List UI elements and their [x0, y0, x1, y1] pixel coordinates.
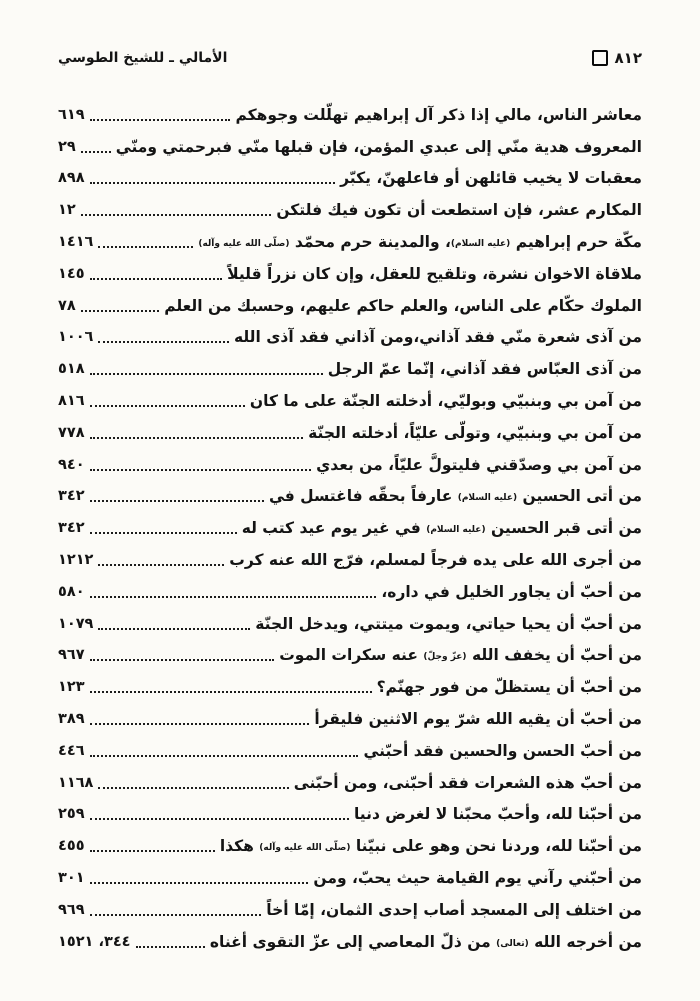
entry-text: معاشر الناس، مالي إذا ذكر آل إبراهيم تهلّلت وجوهكم — [235, 105, 642, 124]
entry-text: من أحبّ أن يحيا حياتي، ويموت ميتتي، ويدخل الجنّة — [255, 614, 642, 633]
entry-text: من أحبّ الحسن والحسين فقد أحبّني — [363, 741, 642, 760]
entry-text: من أحبّ أن يخفف الله (عزّ وجلّ) عنه سكرات الموت — [279, 646, 642, 665]
book-title: الأمالي ـ للشيخ الطوسي — [58, 50, 228, 66]
dot-leader — [90, 649, 275, 661]
entry-page-number: ٥٨٠ — [58, 583, 85, 600]
dot-leader — [90, 490, 264, 502]
index-entry — [58, 131, 642, 163]
entry-page-number: ٣٠١ — [58, 870, 85, 887]
dot-leader — [98, 777, 288, 789]
entry-text: من أحبّ أن يستظلّ من فور جهنّم؟ — [376, 678, 642, 697]
entry-page-number: ٨٩٨ — [58, 170, 85, 187]
entry-text: معقبات لا يخيب قائلهن أو فاعلهنّ، يكبّر — [340, 169, 642, 188]
dot-leader — [90, 872, 309, 884]
index-list — [58, 99, 642, 958]
entry-text: مكّة حرم إبراهيم (عليه السلام)، والمدينة حرم محمّد (صلّى الله عليه وآله) — [198, 233, 642, 252]
honorific-text: (تعالى) — [496, 938, 529, 949]
dot-leader — [98, 618, 250, 630]
entry-page-number: ٥١٨ — [58, 361, 85, 378]
entry-page-number: ٤٥٥ — [58, 838, 85, 855]
entry-page-number: ٩٦٩ — [58, 901, 85, 918]
index-entry — [58, 385, 642, 417]
entry-page-number: ٢٩ — [58, 138, 76, 155]
entry-page-number: ٣٤٢ — [58, 488, 85, 505]
honorific-text: (صلّى الله عليه وآله) — [259, 843, 351, 854]
entry-text: من أحبّني رآني يوم القيامة حيث يحبّ، ومن — [313, 869, 642, 888]
index-entry — [58, 703, 642, 735]
index-entry — [58, 353, 642, 385]
entry-page-number: ١٤٥ — [58, 265, 85, 282]
dot-leader — [90, 904, 262, 916]
entry-page-number: ٨١٦ — [58, 393, 85, 410]
entry-text: الملوك حكّام على الناس، والعلم حاكم عليهم، وحسبك من العلم — [164, 296, 642, 315]
entry-page-number: ١٢٣ — [58, 679, 85, 696]
entry-page-number: ١٢١٢ — [58, 552, 94, 569]
entry-text: من آذى شعرة منّي فقد آذاني،ومن آذاني فقد آذى الله — [233, 328, 642, 347]
honorific-text: (صلّى الله عليه وآله) — [198, 239, 290, 250]
dot-leader — [81, 204, 272, 216]
index-entry — [58, 576, 642, 608]
entry-text: من أتى قبر الحسين (عليه السلام) في غير يوم عيد كتب له — [241, 519, 642, 538]
honorific-text: (عليه السلام) — [426, 525, 486, 536]
dot-leader — [98, 554, 224, 566]
entry-page-number: ٧٧٨ — [58, 424, 85, 441]
entry-page-number: ٩٦٧ — [58, 647, 85, 664]
entry-text: من آمن بي وصدّقني فليتولَّ عليّاً، من بعدي — [316, 455, 642, 474]
index-entry — [58, 226, 642, 258]
honorific-text: (عزّ وجلّ) — [423, 652, 467, 663]
entry-text: من أجرى الله على يده فرجاً لمسلم، فرّج الله عنه كرب — [229, 551, 642, 570]
entry-page-number: ١٢ — [58, 202, 76, 219]
entry-page-number: ٤٤٦ — [58, 742, 85, 759]
entry-page-number: ٩٤٠ — [58, 456, 85, 473]
entry-page-number: ٣٤٢ — [58, 520, 85, 537]
index-entry — [58, 194, 642, 226]
index-entry — [58, 799, 642, 831]
entry-page-number: ٢٥٩ — [58, 806, 85, 823]
entry-text: ملاقاة الاخوان نشرة، وتلقيح للعقل، وإن كان نزراً قليلاً — [227, 264, 642, 283]
index-entry — [58, 862, 642, 894]
index-entry — [58, 640, 642, 672]
dot-leader — [98, 236, 193, 248]
dot-leader — [90, 268, 223, 280]
dot-leader — [90, 395, 245, 407]
page-number — [592, 49, 642, 67]
index-entry — [58, 163, 642, 195]
entry-text: من أحبّنا لله، وأحبّ محبّنا لا لغرض دنيا — [353, 805, 642, 824]
entry-page-number: ٦١٩ — [58, 106, 85, 123]
entry-page-number: ٣٨٩ — [58, 711, 85, 728]
dot-leader — [90, 713, 310, 725]
entry-text: من اختلف إلى المسجد أصاب إحدى الثمان، إمّا أخاً — [266, 900, 642, 919]
index-entry — [58, 512, 642, 544]
index-entry — [58, 99, 642, 131]
entry-text: من آمن بي وبنبيّي وبوليّي، أدخلته الجنّة على ما كان — [249, 392, 642, 411]
entry-text: من آمن بي وبنبيّي، وتولّى عليّاً، أدخلته الجنّة — [308, 423, 642, 442]
page-number-value: ٨١٢ — [614, 49, 642, 67]
dot-leader — [90, 109, 231, 121]
index-entry — [58, 449, 642, 481]
dot-leader — [90, 363, 323, 375]
index-entry — [58, 894, 642, 926]
index-entry — [58, 671, 642, 703]
dot-leader — [90, 745, 359, 757]
entry-page-number: ١٤١٦ — [58, 234, 94, 251]
dot-leader — [90, 427, 304, 439]
index-entry — [58, 481, 642, 513]
dot-leader — [81, 300, 160, 312]
honorific-text: (عليه السلام) — [450, 239, 511, 250]
entry-page-number: ١١٦٨ — [58, 774, 94, 791]
entry-text: المكارم عشر، فإن استطعت أن تكون فيك فلتكن — [276, 201, 642, 220]
honorific-text: (عليه السلام) — [457, 493, 518, 504]
index-entry — [58, 926, 642, 958]
index-entry — [58, 258, 642, 290]
index-entry — [58, 735, 642, 767]
entry-text: المعروف هدية منّي إلى عبدي المؤمن، فإن قبلها منّي فبرحمتي ومنّي — [115, 137, 642, 156]
entry-text: من أتى الحسين (عليه السلام) عارفاً بحقّه فاغتسل في — [268, 487, 642, 506]
dot-leader — [90, 522, 237, 534]
dot-leader — [136, 936, 205, 948]
entry-text: من آذى العبّاس فقد آذاني، إنّما عمّ الرجل — [327, 360, 642, 379]
index-entry — [58, 767, 642, 799]
dot-leader — [81, 141, 111, 153]
square-marker-icon — [592, 50, 608, 66]
entry-text: من أحبّنا لله، وردنا نحن وهو على نبيّنا (صلّى الله عليه وآله) هكذا — [219, 837, 642, 856]
entry-text: من أخرجه الله (تعالى) من ذلّ المعاصي إلى عزّ التقوى أغناه — [209, 932, 642, 951]
dot-leader — [90, 808, 349, 820]
dot-leader — [90, 459, 312, 471]
dot-leader — [98, 331, 229, 343]
index-entry — [58, 322, 642, 354]
entry-text: من أحبّ أن يقيه الله شرّ يوم الاثنين فليقرأ — [314, 710, 642, 729]
index-entry — [58, 544, 642, 576]
entry-text: من أحبّ أن يجاور الخليل في داره، — [381, 582, 642, 601]
dot-leader — [90, 840, 215, 852]
index-entry — [58, 290, 642, 322]
entry-page-number: ٣٤٤، ١٥٢١ — [58, 933, 131, 950]
dot-leader — [90, 172, 336, 184]
dot-leader — [90, 586, 377, 598]
entry-page-number: ١٠٧٩ — [58, 615, 94, 632]
index-entry — [58, 608, 642, 640]
index-entry — [58, 417, 642, 449]
entry-page-number: ١٠٠٦ — [58, 329, 94, 346]
entry-text: من أحبّ هذه الشعرات فقد أحبّنى، ومن أحبّنى — [293, 773, 642, 792]
index-entry — [58, 830, 642, 862]
entry-page-number: ٧٨ — [58, 297, 76, 314]
page-header — [58, 46, 642, 70]
dot-leader — [90, 681, 372, 693]
